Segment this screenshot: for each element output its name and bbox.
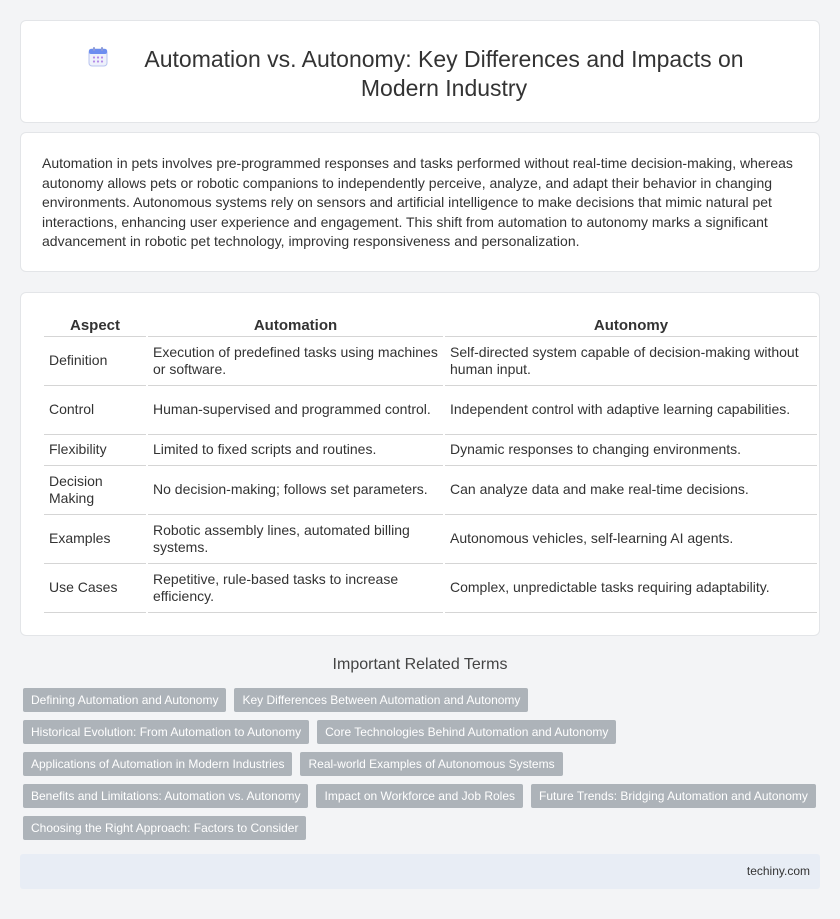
table-row [44,564,817,613]
related-term-tag[interactable]: Future Trends: Bridging Automation and Autonomy [531,784,816,808]
table-header-row [44,315,817,337]
related-term-tag[interactable]: Impact on Workforce and Job Roles [316,784,523,808]
related-term-tag[interactable]: Defining Automation and Autonomy [23,688,226,712]
related-terms-title: Important Related Terms [332,656,508,673]
automation-cell: Robotic assembly lines, automated billing systems. [148,515,443,564]
related-terms-list [23,688,823,848]
related-term-tag[interactable]: Key Differences Between Automation and Autonomy [234,688,528,712]
table-row [44,386,817,435]
automation-cell: Limited to fixed scripts and routines. [148,435,443,466]
header-card [20,20,820,123]
aspect-cell: Definition [44,337,146,386]
automation-cell: Execution of predefined tasks using machines or software. [148,337,443,386]
aspect-cell: Flexibility [44,435,146,466]
autonomy-cell: Autonomous vehicles, self-learning AI agents. [445,515,817,564]
aspect-cell: Examples [44,515,146,564]
related-term-tag[interactable]: Real-world Examples of Autonomous Systems [300,752,562,776]
autonomy-cell: Dynamic responses to changing environments. [445,435,817,466]
header-autonomy: Autonomy [445,315,817,337]
header-automation: Automation [148,315,443,337]
aspect-cell: Decision Making [44,466,146,515]
aspect-cell: Control [44,386,146,435]
automation-cell: Human-supervised and programmed control. [148,386,443,435]
footer [20,854,820,889]
page-title: Automation vs. Autonomy: Key Differences and Impacts on Modern Industry [144,46,744,101]
autonomy-cell: Complex, unpredictable tasks requiring adaptability. [445,564,817,613]
related-term-tag[interactable]: Benefits and Limitations: Automation vs. Autonomy [23,784,308,808]
autonomy-cell: Can analyze data and make real-time decisions. [445,466,817,515]
related-term-tag[interactable]: Applications of Automation in Modern Industries [23,752,292,776]
aspect-cell: Use Cases [44,564,146,613]
table-row [44,337,817,386]
comparison-table [42,315,819,613]
automation-cell: No decision-making; follows set parameters. [148,466,443,515]
related-term-tag[interactable]: Core Technologies Behind Automation and Autonomy [317,720,616,744]
table-row [44,466,817,515]
header-aspect: Aspect [44,315,146,337]
comparison-table-card [20,292,820,636]
table-row [44,515,817,564]
autonomy-cell: Independent control with adaptive learning capabilities. [445,386,817,435]
related-term-tag[interactable]: Choosing the Right Approach: Factors to Consider [23,816,306,840]
intro-card [20,132,820,272]
footer-brand-link[interactable]: techiny.com [746,864,810,878]
related-term-tag[interactable]: Historical Evolution: From Automation to Autonomy [23,720,309,744]
intro-paragraph: Automation in pets involves pre-programmed responses and tasks performed without real-time decision-making, whereas autonomy allows pets or robotic companions to independently perceive, analyze, and adapt their behavior in changing environments. Autonomous systems rely on sensors and artificial intelligence to make decisions that mimic natural pet interactions, enhancing user experience and engagement. This shift from automation to autonomy marks a significant advancement in robotic pet technology, improving responsiveness and personalization. [42,155,793,249]
table-row [44,435,817,466]
automation-cell: Repetitive, rule-based tasks to increase efficiency. [148,564,443,613]
autonomy-cell: Self-directed system capable of decision-making without human input. [445,337,817,386]
